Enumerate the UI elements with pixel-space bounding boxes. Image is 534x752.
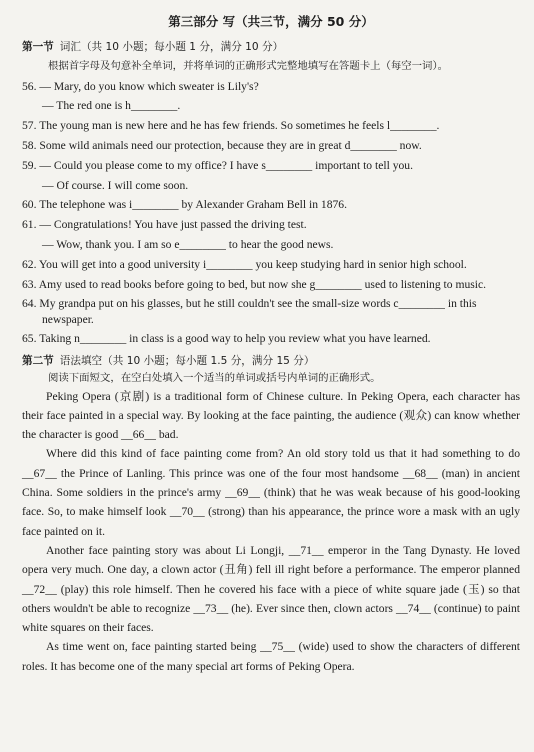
question-number: 64. bbox=[22, 297, 40, 311]
passage-paragraph-1: Peking Opera (京剧) is a traditional form of Chinese culture. In Peking Opera, each character has their face painted in a special way. By looking at the face painting, the audience (观众) can know whether the character is good __66__ bad. bbox=[22, 389, 520, 442]
question-60 bbox=[22, 197, 520, 212]
question-text: — Mary, do you know which sweater is Lily's? bbox=[39, 79, 259, 93]
question-63 bbox=[22, 277, 520, 292]
section2-label: 第二节 bbox=[22, 354, 54, 367]
question-59 bbox=[22, 158, 520, 173]
question-number: 59. bbox=[22, 158, 40, 172]
question-number: 61. bbox=[22, 218, 40, 232]
section1-heading-text: 词汇（共 10 小题；每小题 1 分，满分 10 分） bbox=[59, 41, 284, 53]
section2-heading bbox=[22, 354, 520, 368]
question-61-reply bbox=[22, 237, 520, 252]
question-number: 60. bbox=[22, 198, 40, 212]
question-number: 56. bbox=[22, 79, 40, 93]
question-text: — The red one is h________. bbox=[42, 99, 181, 113]
question-65 bbox=[22, 331, 520, 346]
question-text: The young man is new here and he has few friends. So sometimes he feels l________. bbox=[39, 119, 440, 133]
question-59-reply bbox=[22, 178, 520, 193]
question-56-reply bbox=[22, 98, 520, 113]
section2-instruction: 阅读下面短文，在空白处填入一个适当的单词或括号内单词的正确形式。 bbox=[48, 371, 381, 384]
part-title: 第三部分 写（共三节，满分 50 分） bbox=[168, 14, 374, 29]
passage-paragraph-3: Another face painting story was about Li Longji, __71__ emperor in the Tang Dynasty. He loved opera very much. One day, a clown actor (丑角) fell ill right before a performance. The emperor planned __72__ (play) this role himself. Then he covered his face with a piece of white square jade (玉) so that others wouldn't be able to recognize __73__ (he). Ever since then, clown actors __74__ (continue) to paint white squares on their faces. bbox=[22, 543, 520, 635]
question-57 bbox=[22, 118, 520, 133]
question-58 bbox=[22, 138, 520, 153]
section1-instruction: 根据首字母及句意补全单词，并将单词的正确形式完整地填写在答题卡上（每空一词）。 bbox=[48, 60, 449, 72]
passage-paragraph-2: Where did this kind of face painting come from? An old story told us that it had something to do __67__ the Prince of Lanling. This prince was one of the four most handsome __68__ (man) in ancient China. Some soldiers in the prince's army __69__ (think) that he was weak because of his good-looking face. So, to make himself look __70__ (strong) than his appearance, the prince wore a mask with an ugly face painted on it. bbox=[22, 447, 520, 538]
reading-passage bbox=[22, 387, 520, 676]
question-text: You will get into a good university i________ you keep studying hard in senior high school. bbox=[38, 257, 467, 271]
question-number: 65. bbox=[22, 332, 40, 346]
question-number: 63. bbox=[22, 277, 39, 291]
question-number: 57. bbox=[22, 119, 40, 133]
question-56 bbox=[22, 79, 520, 94]
question-text: — Of course. I will come soon. bbox=[42, 178, 189, 192]
question-text: — Could you please come to my office? I have s________ important to tell you. bbox=[39, 158, 414, 172]
question-text: — Congratulations! You have just passed the driving test. bbox=[39, 218, 307, 232]
question-number: 58. bbox=[22, 138, 40, 152]
question-61 bbox=[22, 217, 520, 232]
vocabulary-question-list bbox=[22, 79, 520, 347]
question-text: The telephone was i________ by Alexander Graham Bell in 1876. bbox=[39, 198, 347, 212]
section1-heading bbox=[22, 40, 520, 54]
question-text: — Wow, thank you. I am so e________ to hear the good news. bbox=[42, 237, 334, 251]
passage-paragraph-4: As time went on, face painting started being __75__ (wide) used to show the characters of different roles. It has become one of the many special art forms of Peking Opera. bbox=[22, 640, 520, 673]
question-text: Taking n________ in class is a good way to help you review what you have learned. bbox=[39, 332, 431, 346]
question-number: 62. bbox=[22, 257, 39, 271]
question-64 bbox=[22, 296, 520, 326]
section2-heading-text: 语法填空（共 10 小题；每小题 1.5 分，满分 15 分） bbox=[59, 354, 315, 367]
question-62 bbox=[22, 257, 520, 272]
question-text: My grandpa put on his glasses, but he still couldn't see the small-size words c________ in this newspaper. bbox=[39, 297, 477, 326]
section1-label: 第一节 bbox=[22, 41, 54, 53]
question-text: Amy used to read books before going to bed, but now she g________ used to listening to music. bbox=[38, 277, 487, 291]
question-text: Some wild animals need our protection, because they are in great d________ now. bbox=[39, 138, 422, 152]
